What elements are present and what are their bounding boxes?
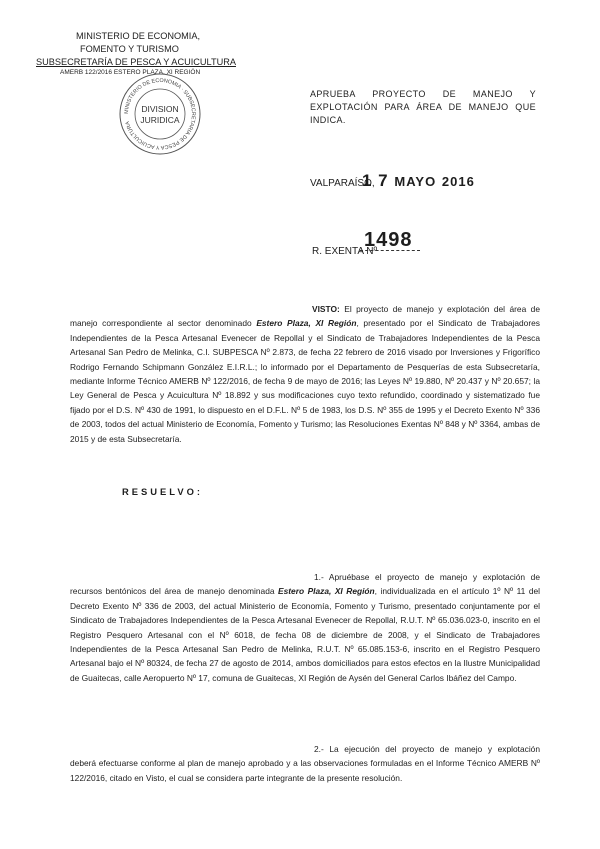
p1-place: Estero Plaza, XI Región [278,586,375,597]
date-day: 1 7 [362,171,389,190]
resolution-point-2 [70,742,540,785]
ministry-line: MINISTERIO DE ECONOMIA, [76,31,201,41]
subsecretaria-line: SUBSECRETARÍA DE PESCA Y ACUICULTURA [36,56,236,67]
exenta-number: 1498 [364,229,413,251]
visto-text-1: El proyecto de manejo y explotación del área de manejo correspondiente al sector denominado [70,304,540,329]
visto-label: VISTO: [312,304,340,314]
seal-center-line-1: DIVISION [141,104,179,114]
seal-center-line-2: JURIDICA [140,115,180,125]
resolution-title: APRUEBA PROYECTO DE MANEJO Y EXPLOTACIÓN PARA ÁREA DE MANEJO QUE INDICA. [310,89,536,125]
amerb-reference: AMERB 122/2016 ESTERO PLAZA, XI REGIÓN [60,69,201,77]
visto-text-2: , presentado por el Sindicato de Trabajadores Independientes de la Pesca Artesanal Evenecer de Repollal y el Sindicato de Trabajadores Independientes de la Pesca Artesanal San Pedro de Melinka, C.I. SUBPESCA Nº 2.873, de fecha 22 febrero de 2016 visado por Inversiones y Frigorífico Rodrigo Fernando Schipmann González E.I.R.L.; lo informado por el Departamento de Pesquerías de esta Subsecretaría, mediante Informe Técnico AMERB Nº 122/2016, de fecha 9 de mayo de 2016; las Leyes Nº 19.880, Nº 20.437 y Nº 20.657; la Ley General de Pesca y Acuicultura Nº 18.892 y sus modificaciones cuyo texto refundido, coordinado y sistematizado fue fijado por el D.S. Nº 430 de 1991, lo dispuesto en el D.F.L. Nº 5 de 1983, los D.S. Nº 355 de 1995 y el Decreto Exento Nº 336 de 2003, todos del actual Ministerio de Economía, Fomento y Turismo; las Resoluciones Exentas Nº 848 y Nº 3364, ambas de 2015 y de esta Subsecretaría. [70,318,540,444]
ministry-line-2: FOMENTO Y TURISMO [80,43,179,54]
place-label: VALPARAÍSO, [310,178,375,189]
p2-text: 2.- La ejecución del proyecto de manejo y explotación deberá efectuarse conforme al plan de manejo aprobado y a las observaciones formuladas en el Informe Técnico AMERB Nº 122/2016, citado en Visto, el cual se considera parte integrante de la presente resolución. [70,744,540,783]
visto-place: Estero Plaza, XI Región [256,318,357,329]
seal-ring-text: MINISTERIO DE ECONOMIA · SUBSECRETARIA DE PESCA Y ACUICULTURA [123,77,197,151]
date-year: 2016 [441,174,475,189]
exenta-underline [360,250,420,251]
exenta-label: R. EXENTA Nº [312,246,378,257]
resuelvo-heading: RESUELVO: [122,486,203,497]
date-stamp [362,171,475,191]
resolution-point-1 [70,570,540,685]
p1-text-2: , individualizada en el artículo 1º Nº 11 del Decreto Exento Nº 336 de 2003, del actual Ministerio de Economía, Fomento y Turismo, presentado conjuntamente por el Sindicato de Trabajadores Independientes de la Pesca Artesanal Evenecer de Repollal, R.U.T. Nº 65.036.023-0, inscrito en el Registro Pesquero Artesanal con el Nº 6018, de fecha 08 de diciembre de 2008, y el Sindicato de Trabajadores Independientes de la Pesca Artesanal San Pedro de Melinka, R.U.T. Nº 65.085.153-6, inscrito en el Registro Pesquero Artesanal bajo el Nº 80324, de fecha 27 de agosto de 2014, ambos domiciliados para estos efectos en la Ilustre Municipalidad de Guaitecas, calle Aeropuerto Nº 17, comuna de Guaitecas, XI Región de Aysén del General Carlos Ibáñez del Campo. [70,586,540,683]
date-month: MAYO [394,174,437,189]
visto-paragraph [70,302,540,446]
p1-text-1: 1.- Apruébase el proyecto de manejo y explotación de recursos bentónicos del área de manejo denominada [70,572,540,597]
letterhead [36,30,266,77]
division-juridica-seal [118,72,202,156]
